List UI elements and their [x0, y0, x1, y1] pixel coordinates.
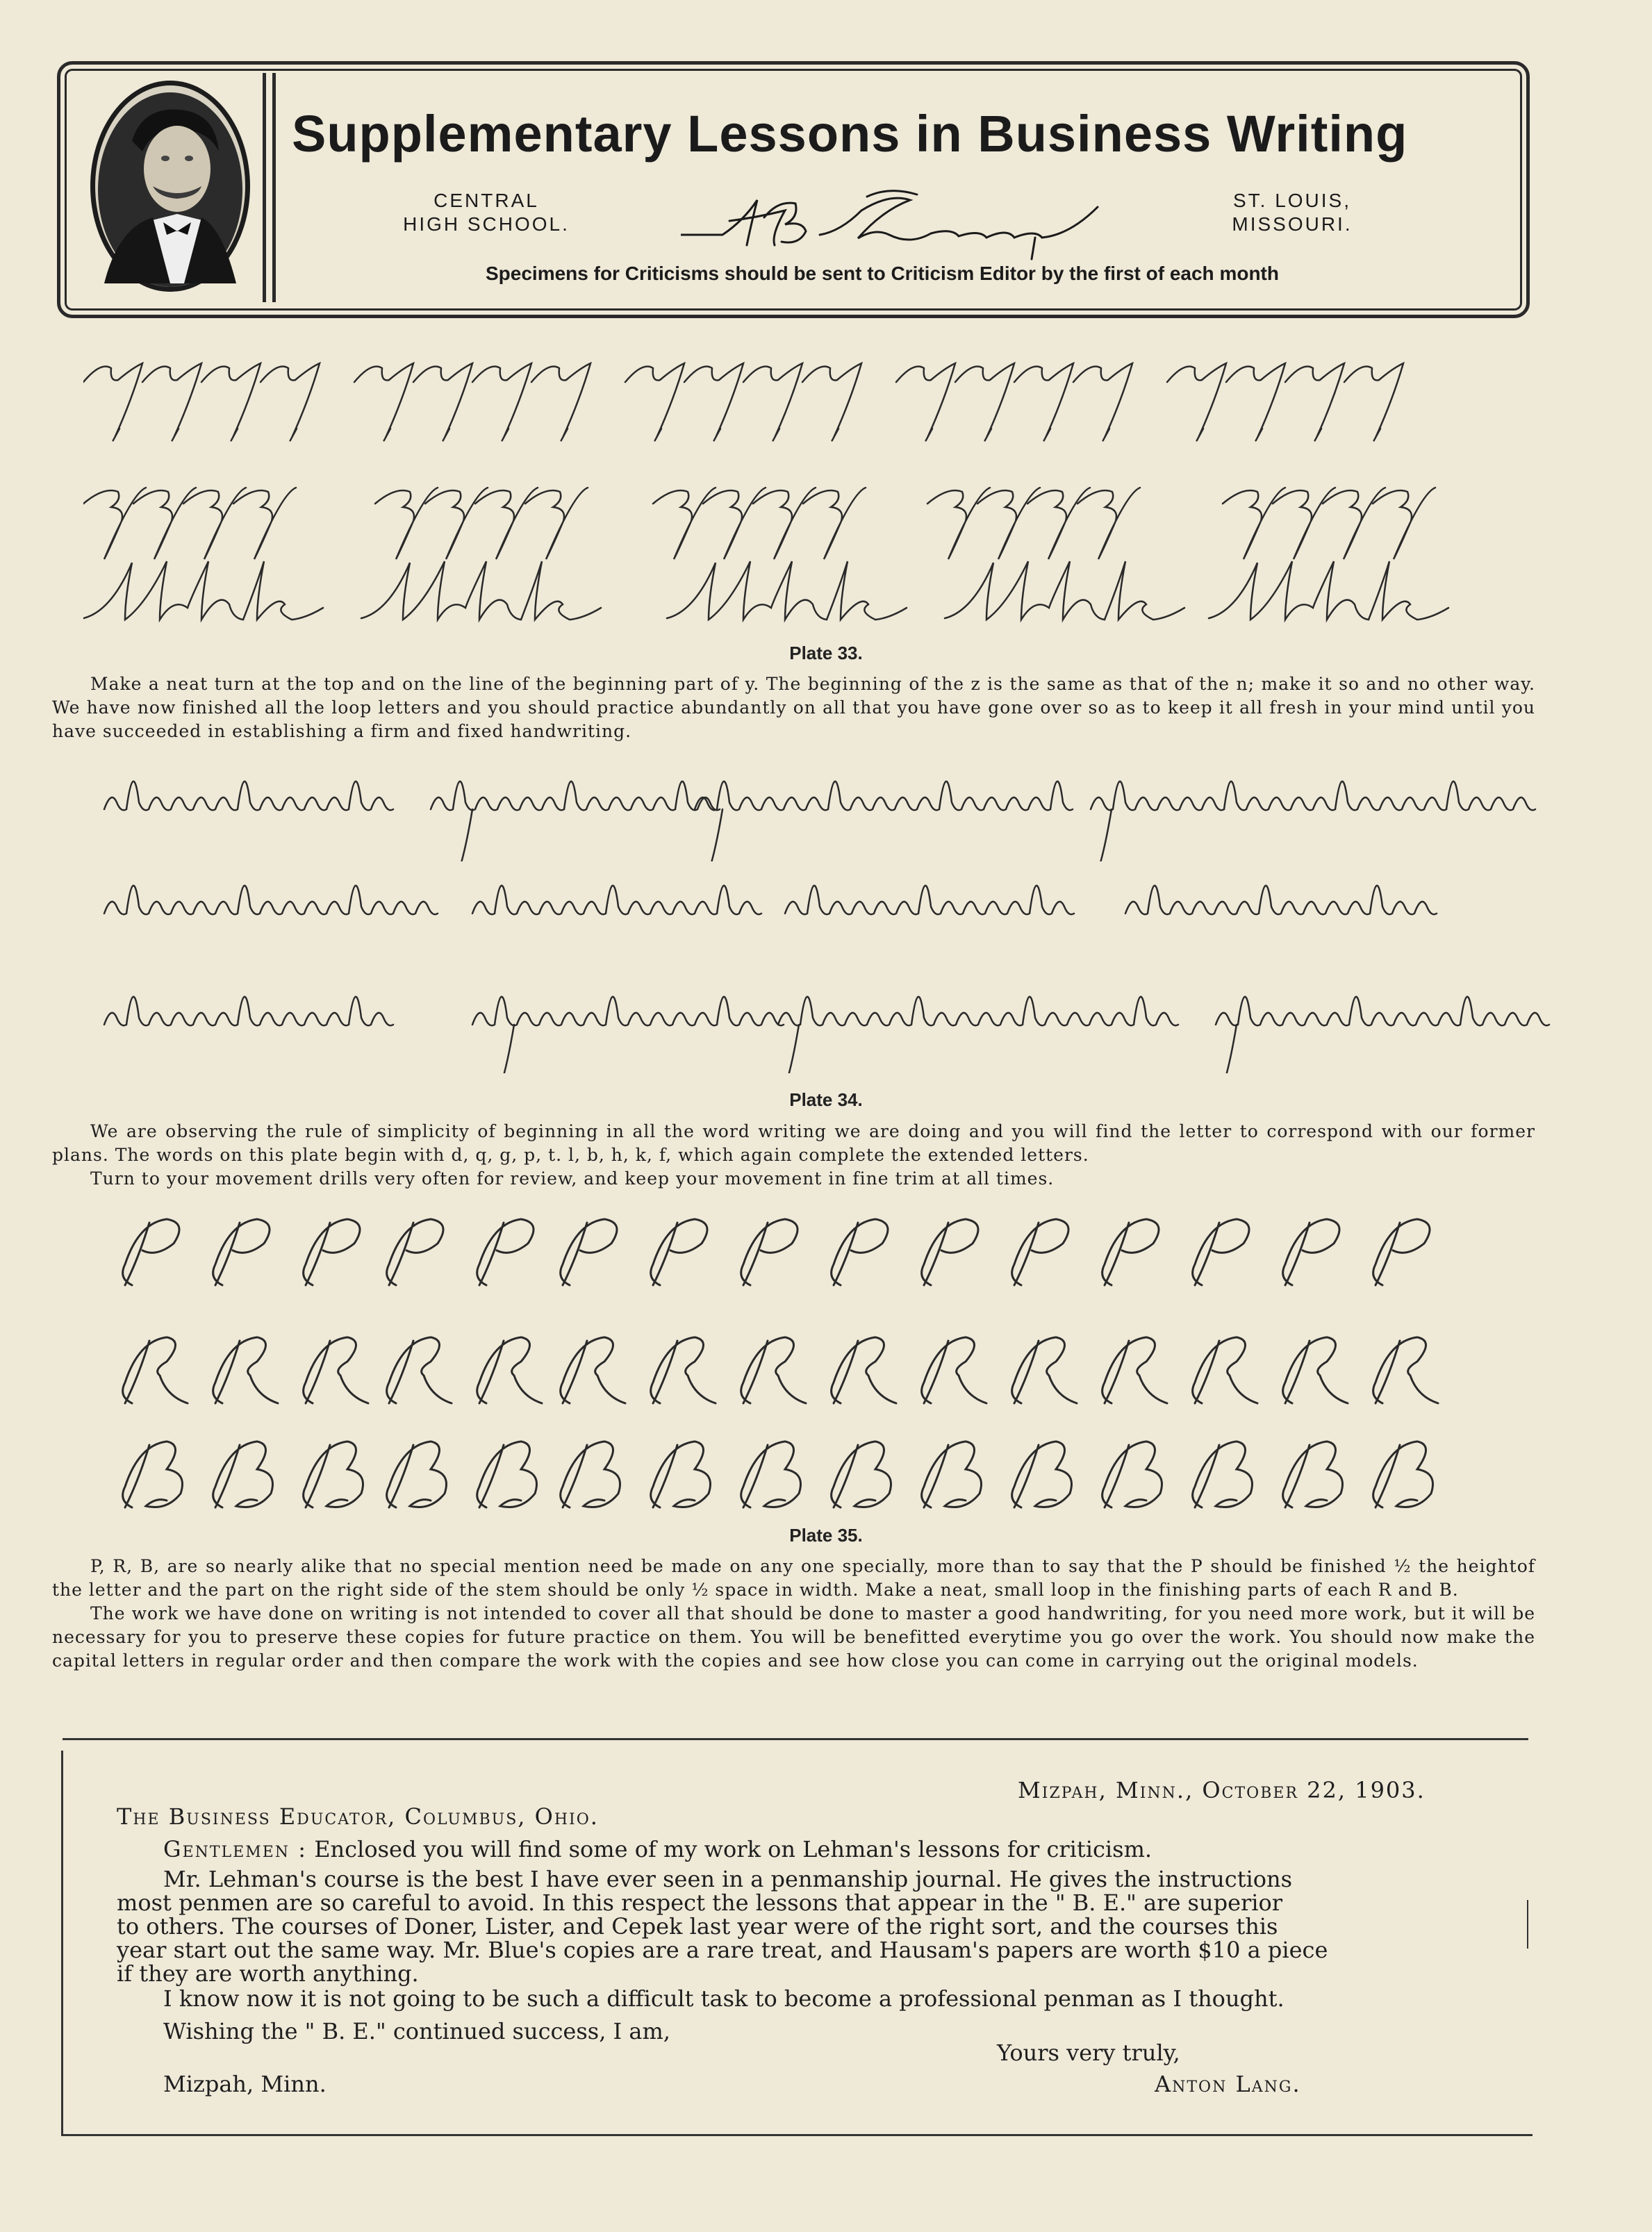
- cursive-z: [1323, 488, 1385, 559]
- cursive-capital-p: [1193, 1219, 1249, 1285]
- header-divider: [272, 73, 276, 302]
- cursive-capital-b: [387, 1441, 447, 1507]
- cursive-capital-b: [561, 1441, 620, 1507]
- cursive-y: [261, 363, 320, 440]
- cursive-z: [977, 488, 1040, 559]
- cursive-row-y: [83, 351, 1570, 448]
- cursive-word: [778, 997, 1178, 1025]
- cursive-z: [133, 488, 196, 559]
- city-line-2: MISSOURI.: [1232, 213, 1353, 235]
- submission-instruction: Specimens for Criticisms should be sent to Criticism Editor by the first of each month: [486, 263, 1279, 284]
- cursive-y: [1167, 363, 1226, 440]
- cursive-y: [955, 363, 1014, 440]
- cursive-descender: [1223, 1025, 1237, 1073]
- cursive-capital-r: [304, 1337, 368, 1403]
- cursive-capital-p: [304, 1219, 360, 1285]
- cursive-capital-r: [741, 1337, 806, 1403]
- cursive-descender: [500, 1025, 514, 1073]
- cursive-word: [695, 782, 1073, 810]
- cursive-z: [653, 488, 716, 559]
- page-title: Supplementary Lessons in Business Writing: [292, 105, 1408, 163]
- school-name: [389, 189, 584, 236]
- plate-paragraph: Turn to your movement drills very often for review, and keep your movement in fine trim at all times.: [90, 1168, 1055, 1189]
- author-portrait: [76, 75, 264, 297]
- letter-place: Mizpah, Minn.: [163, 2071, 327, 2097]
- city-name: [1195, 189, 1389, 236]
- cursive-capital-r: [213, 1337, 278, 1403]
- letter-first-line: Enclosed you will find some of my work on Lehman's lessons for criticism.: [314, 1836, 1153, 1862]
- cursive-capital-b: [922, 1441, 982, 1507]
- cursive-word: [431, 782, 720, 810]
- plate-text: [52, 1120, 1535, 1191]
- cursive-z: [803, 488, 866, 559]
- cursive-y: [684, 363, 743, 440]
- cursive-y: [354, 363, 413, 440]
- cursive-capital-b: [832, 1441, 891, 1507]
- cursive-capital-row-b: [83, 1431, 1570, 1514]
- cursive-capital-row-r: [83, 1327, 1570, 1410]
- cursive-z: [183, 488, 246, 559]
- cursive-capital-b: [213, 1441, 273, 1507]
- cursive-y: [1344, 363, 1403, 440]
- cursive-capital-r: [1102, 1337, 1167, 1403]
- cursive-capital-p: [1102, 1219, 1159, 1285]
- cursive-z: [425, 488, 488, 559]
- cursive-capital-b: [477, 1441, 537, 1507]
- cursive-z: [525, 488, 588, 559]
- plate-text: [52, 672, 1535, 743]
- cursive-descender: [709, 809, 722, 861]
- cursive-y: [142, 363, 201, 440]
- cursive-z: [83, 488, 146, 559]
- letter-body: [117, 1867, 1478, 1985]
- cursive-capital-p: [651, 1219, 707, 1285]
- cursive-capital-r: [832, 1337, 896, 1403]
- cursive-row-lbhk: [83, 556, 1570, 632]
- cursive-y: [896, 363, 955, 440]
- cursive-capital-r: [651, 1337, 716, 1403]
- cursive-capital-b: [304, 1441, 363, 1507]
- cursive-capital-b: [1012, 1441, 1072, 1507]
- cursive-lbhk: [945, 561, 1184, 620]
- cursive-capital-b: [1193, 1441, 1253, 1507]
- cursive-y: [413, 363, 472, 440]
- cursive-word: [1091, 782, 1535, 810]
- cursive-words-row-1: [83, 757, 1570, 861]
- cursive-word: [472, 886, 761, 914]
- cursive-y: [1014, 363, 1073, 440]
- cursive-z: [1027, 488, 1090, 559]
- letter-paragraph: I know now it is not going to be such a difficult task to become a professional penman as I thought.: [163, 1985, 1285, 2012]
- cursive-capital-r: [561, 1337, 625, 1403]
- cursive-words-row-3: [83, 969, 1570, 1073]
- cursive-capital-p: [387, 1219, 443, 1285]
- cursive-y: [802, 363, 861, 440]
- cursive-capital-r: [1373, 1337, 1438, 1403]
- cursive-capital-b: [741, 1441, 801, 1507]
- school-line-1: CENTRAL: [433, 190, 539, 211]
- letter-line: year start out the same way. Mr. Blue's copies are a rare treat, and Hausam's papers are worth $10 a piece: [117, 1937, 1328, 1963]
- plate-paragraph: We are observing the rule of simplicity of beginning in all the word writing we are doing and you will find the letter to correspond with our former plans. The words on this plate begin with d, q, g, p, t. l, b, h, k, f, which again complete the extended letters.: [52, 1121, 1535, 1165]
- school-line-2: HIGH SCHOOL.: [403, 213, 570, 235]
- cursive-capital-p: [832, 1219, 888, 1285]
- letter-salutation: Gentlemen :: [163, 1836, 308, 1862]
- letter-signer: Anton Lang.: [1155, 2071, 1301, 2097]
- cursive-capital-p: [477, 1219, 534, 1285]
- letter-paragraph: Wishing the " B. E." continued success, I am,: [163, 2018, 670, 2044]
- plate-label: Plate 34.: [789, 1089, 863, 1110]
- cursive-z: [927, 488, 990, 559]
- letter-line: most penmen are so careful to avoid. In this respect the lessons that appear in the " B. E." are superior: [117, 1890, 1283, 1916]
- cursive-capital-b: [1283, 1441, 1343, 1507]
- city-line-1: ST. LOUIS,: [1232, 190, 1352, 211]
- plate-text: [52, 1555, 1535, 1673]
- cursive-word: [785, 886, 1074, 914]
- cursive-capital-r: [387, 1337, 452, 1403]
- cursive-word: [104, 886, 438, 914]
- cursive-z: [375, 488, 438, 559]
- cursive-z: [703, 488, 766, 559]
- cursive-descender: [1098, 809, 1112, 861]
- plate-label: Plate 35.: [789, 1525, 863, 1546]
- cursive-capital-r: [1193, 1337, 1257, 1403]
- cursive-capital-p: [1012, 1219, 1068, 1285]
- letter-addressee: The Business Educator, Columbus, Ohio.: [117, 1803, 599, 1830]
- cursive-capital-p: [123, 1219, 179, 1285]
- letter-line: to others. The courses of Doner, Lister, and Cepek last year were of the right sort, and the courses this: [117, 1913, 1278, 1940]
- cursive-y: [1285, 363, 1344, 440]
- author-signature: [681, 179, 1112, 263]
- header-divider: [263, 73, 266, 302]
- cursive-capital-b: [123, 1441, 183, 1507]
- cursive-capital-p: [1283, 1219, 1339, 1285]
- cursive-capital-b: [1102, 1441, 1162, 1507]
- cursive-lbhk: [83, 561, 323, 620]
- cursive-capital-b: [651, 1441, 711, 1507]
- cursive-z: [233, 488, 296, 559]
- section-rule: [63, 1738, 1528, 1740]
- cursive-capital-r: [123, 1337, 188, 1403]
- letter-line: if they are worth anything.: [117, 1960, 419, 1987]
- cursive-y: [472, 363, 531, 440]
- cursive-y: [201, 363, 261, 440]
- letter-line: Mr. Lehman's course is the best I have ever seen in a penmanship journal. He gives the instructions: [163, 1866, 1293, 1892]
- cursive-row-z: [83, 479, 1570, 563]
- cursive-word: [104, 782, 393, 810]
- letter-opening: [163, 1837, 1152, 1861]
- plate-paragraph: P, R, B, are so nearly alike that no special mention need be made on any one specially, more than to say that the P should be finished ½ the heightof the letter and the part on the right side of the stem should be only ½ space in width. Make a neat, small loop in the finishing parts of each R and B.: [52, 1556, 1535, 1600]
- cursive-capital-p: [741, 1219, 798, 1285]
- cursive-word: [472, 997, 784, 1025]
- plate-paragraph: Make a neat turn at the top and on the line of the beginning part of y. The beginning of the z is the same as that of the n; make it so and no other way. We have now finished all the loop letters and you should practice abundantly on all that you have gone over so as to keep it all fresh in your mind until you have succeeded in establishing a firm and fixed handwriting.: [52, 674, 1535, 741]
- cursive-z: [1273, 488, 1335, 559]
- cursive-capital-p: [213, 1219, 270, 1285]
- cursive-z: [1223, 488, 1285, 559]
- cursive-y: [743, 363, 802, 440]
- cursive-descender: [785, 1025, 799, 1073]
- cursive-y: [625, 363, 684, 440]
- cursive-descender: [459, 809, 472, 861]
- cursive-capital-row-p: [83, 1209, 1570, 1299]
- cursive-lbhk: [667, 561, 907, 620]
- letter-dateline: Mizpah, Minn., October 22, 1903.: [1018, 1777, 1426, 1803]
- cursive-capital-b: [1373, 1441, 1433, 1507]
- cursive-capital-r: [477, 1337, 542, 1403]
- cursive-capital-r: [1283, 1337, 1348, 1403]
- cursive-words-row-2: [83, 854, 1570, 945]
- cursive-word: [1216, 997, 1549, 1025]
- cursive-z: [753, 488, 816, 559]
- cursive-z: [1077, 488, 1140, 559]
- cursive-z: [1373, 488, 1435, 559]
- letter-frame-edge: [1527, 1900, 1528, 1949]
- cursive-y: [1073, 363, 1132, 440]
- cursive-y: [1226, 363, 1285, 440]
- cursive-word: [1125, 886, 1437, 914]
- cursive-y: [83, 363, 142, 440]
- plate-paragraph: The work we have done on writing is not intended to cover all that should be done to master a good handwriting, for you need more work, but it will be necessary for you to preserve these copies for future practice on them. You will be benefitted everytime you go over the work. You should now make the capital letters in regular order and then compare the work with the copies and see how close you can come in carrying out the original models.: [52, 1603, 1535, 1671]
- cursive-capital-p: [1373, 1219, 1430, 1285]
- cursive-capital-p: [561, 1219, 617, 1285]
- cursive-lbhk: [1209, 561, 1448, 620]
- cursive-lbhk: [361, 561, 601, 620]
- cursive-capital-r: [1012, 1337, 1077, 1403]
- cursive-word: [104, 997, 393, 1025]
- plate-label: Plate 33.: [789, 643, 863, 663]
- cursive-y: [531, 363, 590, 440]
- cursive-capital-r: [922, 1337, 986, 1403]
- cursive-z: [475, 488, 538, 559]
- cursive-capital-p: [922, 1219, 978, 1285]
- letter-closing: Yours very truly,: [997, 2040, 1180, 2066]
